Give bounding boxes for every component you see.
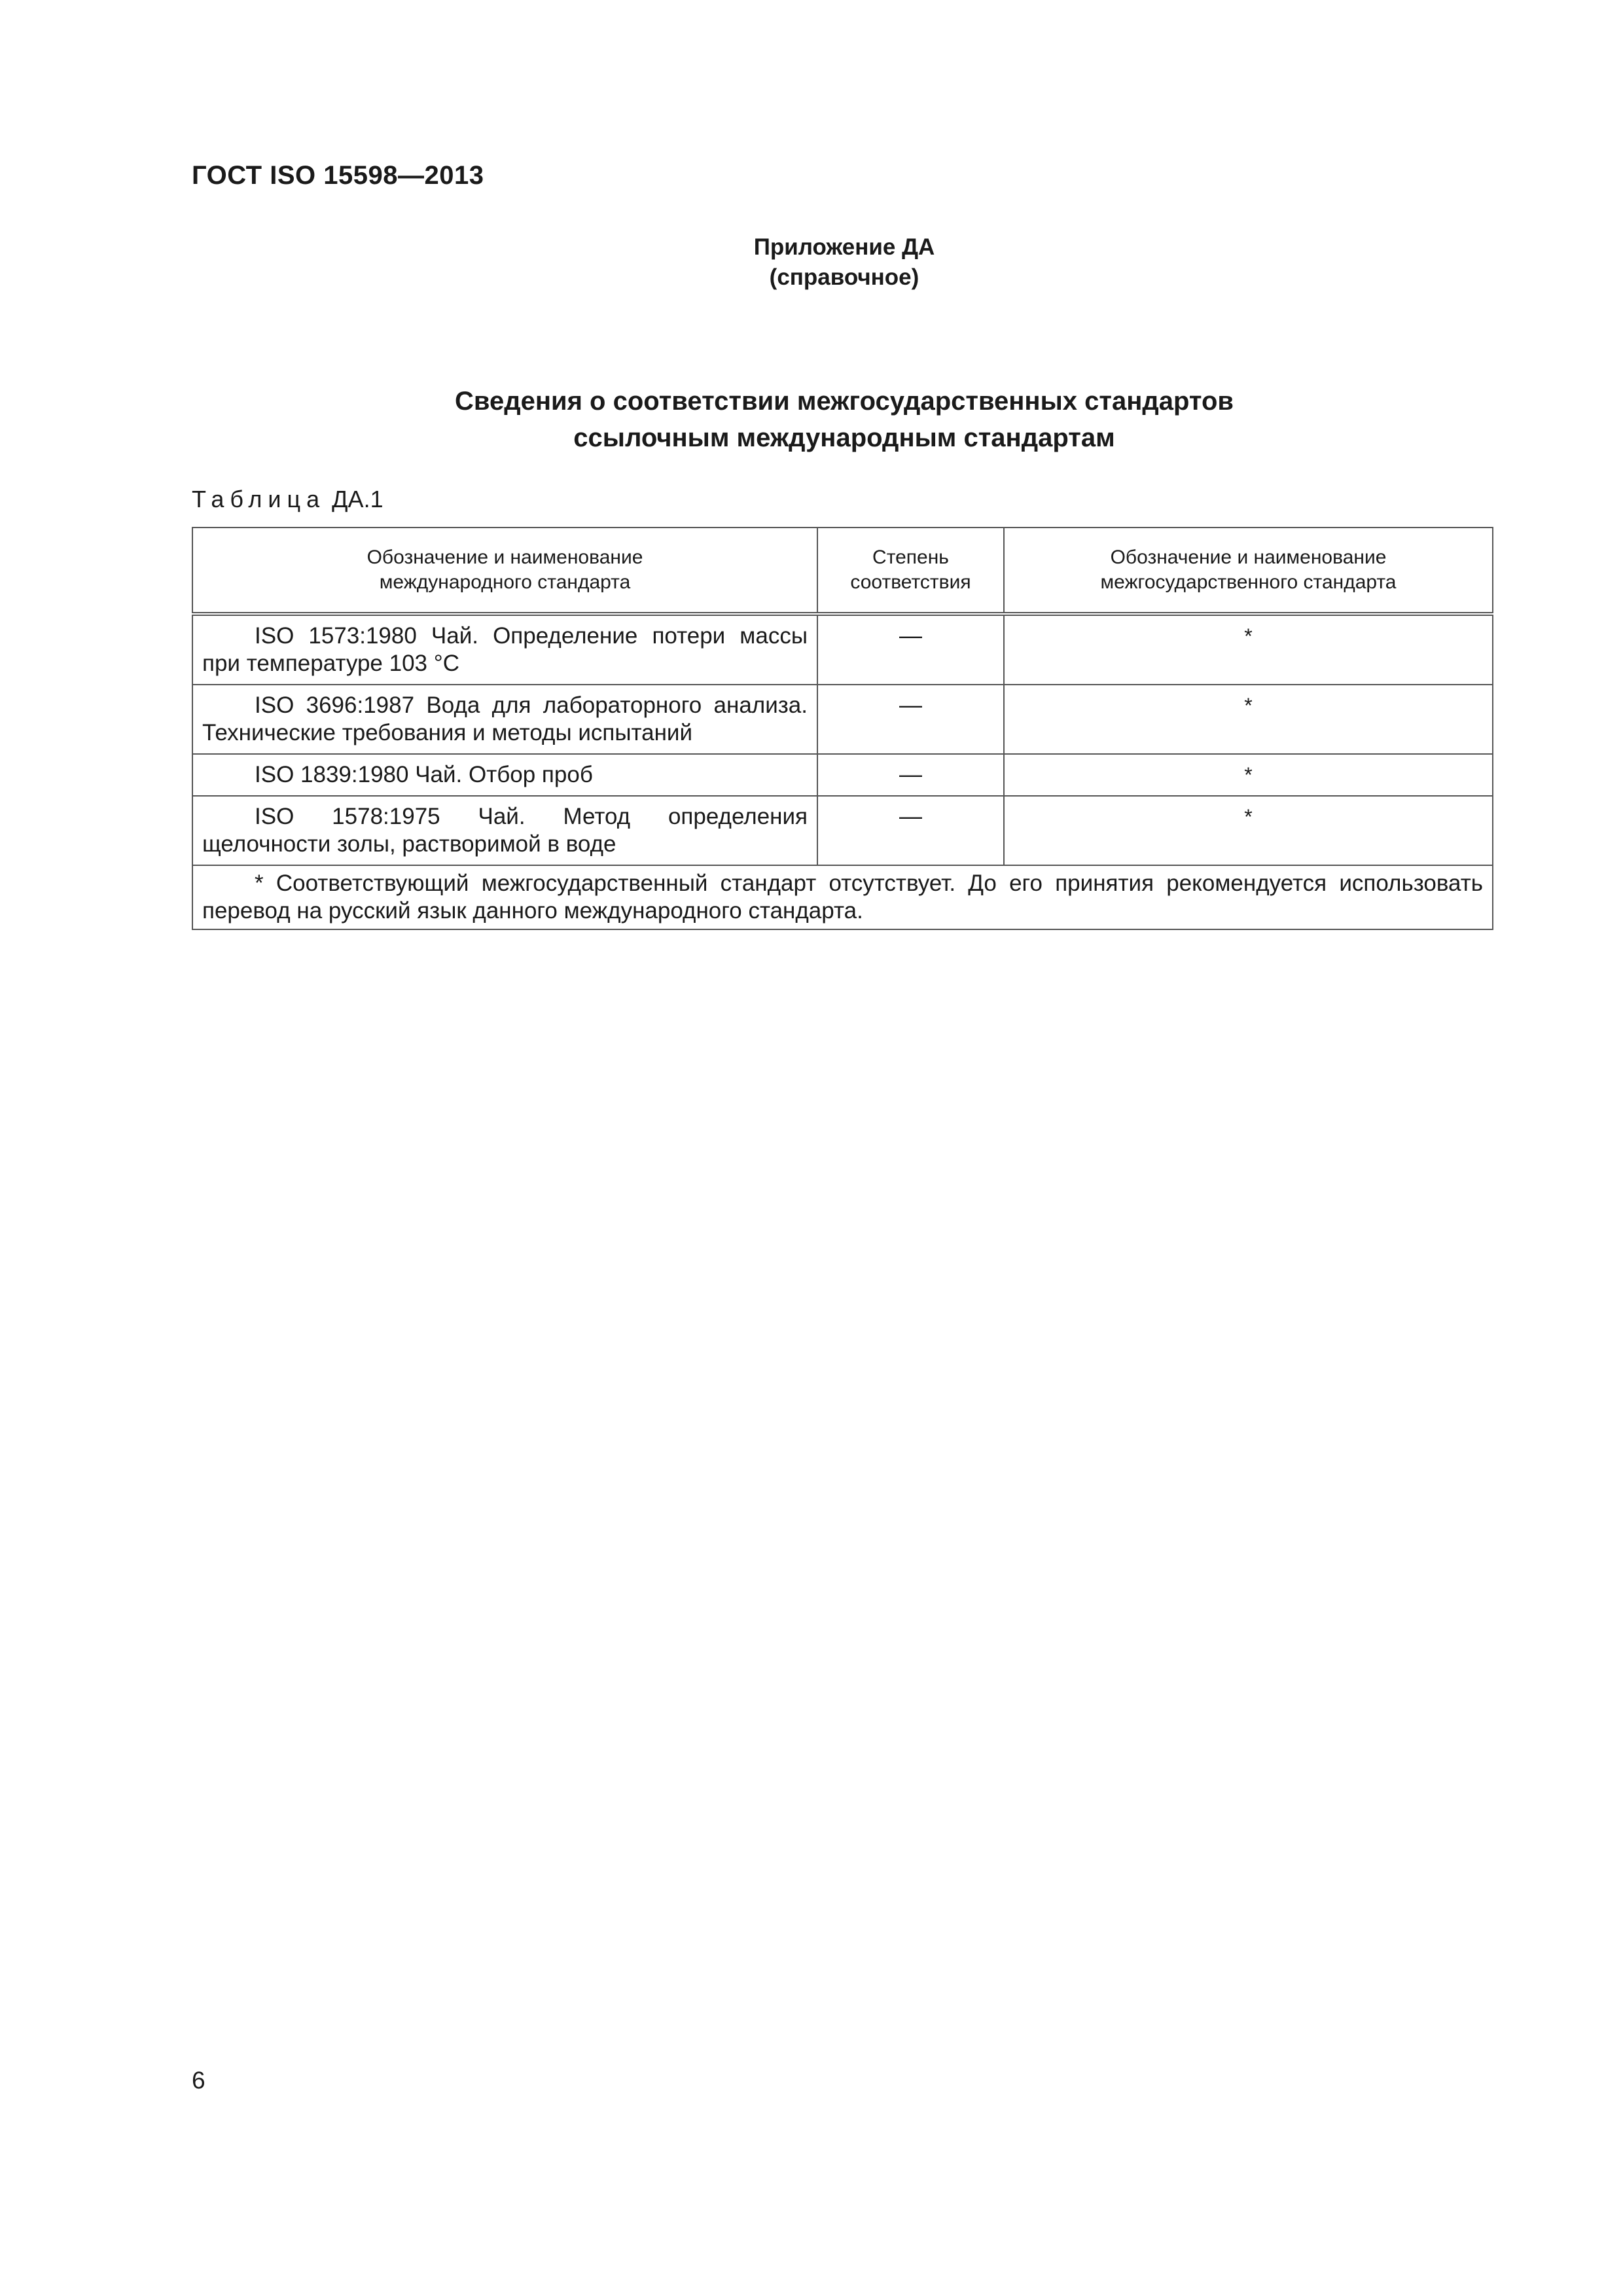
interstate-standard-cell: * bbox=[1004, 614, 1493, 685]
table-row bbox=[192, 754, 1493, 796]
appendix-title: Приложение ДА bbox=[753, 234, 935, 260]
header-degree-of-correspondence: Степень соответствия bbox=[817, 528, 1004, 614]
table-row bbox=[192, 614, 1493, 685]
international-standard-cell: ISO 1839:1980 Чай. Отбор проб bbox=[192, 754, 817, 796]
appendix-heading bbox=[0, 232, 1623, 293]
table-label bbox=[192, 486, 383, 513]
header-interstate-standard: Обозначение и наименование межгосударственного стандарта bbox=[1004, 528, 1493, 614]
international-standard-cell: ISO 3696:1987 Вода для лабораторного анализа. Технические требования и методы испытаний bbox=[192, 685, 817, 754]
degree-cell: — bbox=[817, 614, 1004, 685]
appendix-subtitle: (справочное) bbox=[769, 264, 919, 290]
section-title-line-1: Сведения о соответствии межгосударственных стандартов bbox=[455, 387, 1234, 416]
interstate-standard-cell: * bbox=[1004, 796, 1493, 865]
table-footnote: * Соответствующий межгосударственный стандарт отсутствует. До его принятия рекомендуется использовать перевод на русский язык данного международного стандарта. bbox=[192, 865, 1493, 929]
section-title bbox=[0, 383, 1623, 456]
table-row bbox=[192, 796, 1493, 865]
interstate-standard-cell: * bbox=[1004, 685, 1493, 754]
standards-table bbox=[192, 527, 1493, 930]
page-number: 6 bbox=[192, 2067, 205, 2094]
table-footnote-row bbox=[192, 865, 1493, 929]
table-label-word: Таблица bbox=[192, 486, 326, 512]
degree-cell: — bbox=[817, 796, 1004, 865]
table-row bbox=[192, 685, 1493, 754]
document-code: ГОСТ ISO 15598—2013 bbox=[192, 161, 484, 190]
section-title-line-2: ссылочным международным стандартам bbox=[573, 423, 1115, 452]
table-label-number: ДА.1 bbox=[332, 486, 383, 512]
interstate-standard-cell: * bbox=[1004, 754, 1493, 796]
degree-cell: — bbox=[817, 754, 1004, 796]
international-standard-cell: ISO 1573:1980 Чай. Определение потери массы при температуре 103 °С bbox=[192, 614, 817, 685]
header-international-standard: Обозначение и наименование международного стандарта bbox=[192, 528, 817, 614]
table-header-row bbox=[192, 528, 1493, 614]
degree-cell: — bbox=[817, 685, 1004, 754]
international-standard-cell: ISO 1578:1975 Чай. Метод определения щелочности золы, растворимой в воде bbox=[192, 796, 817, 865]
